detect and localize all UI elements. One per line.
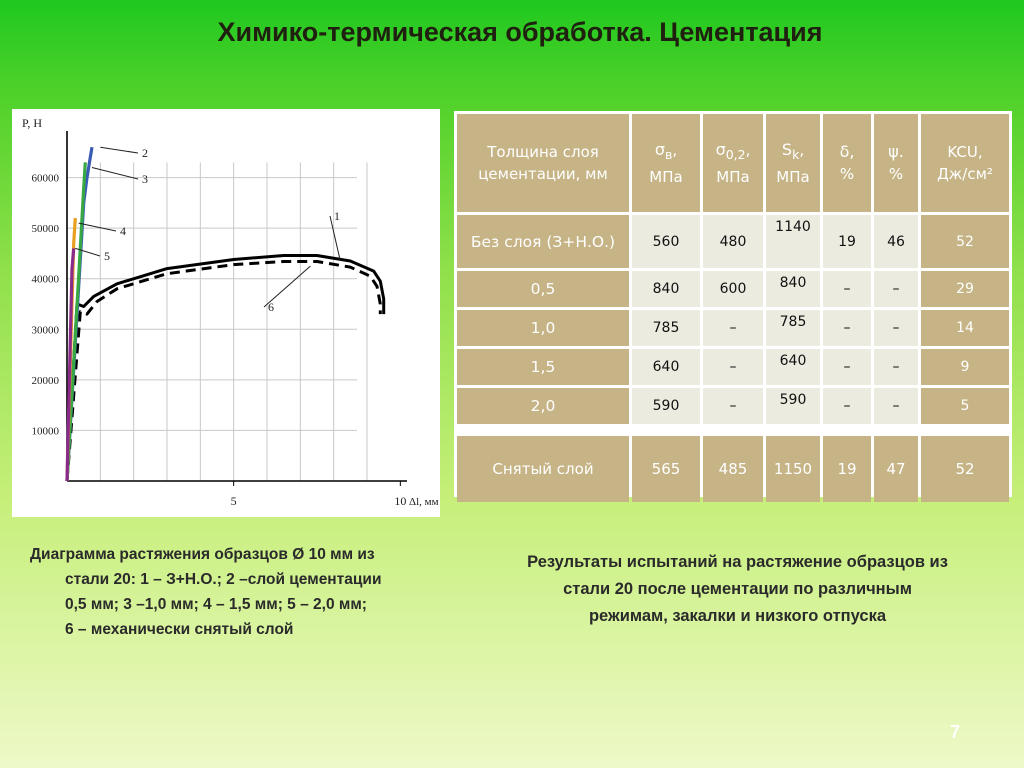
chart-caption-line-3: 0,5 мм; 3 –1,0 мм; 4 – 1,5 мм; 5 – 2,0 мм; <box>65 596 367 613</box>
header-sk: $S_k$, МПа <box>766 114 820 212</box>
cell-delta: – <box>823 349 871 385</box>
cell-delta: 19 <box>823 436 871 502</box>
header-kcu-unit: Дж/см² <box>937 165 993 183</box>
cell-delta: – <box>823 310 871 346</box>
table-separator-cell <box>457 427 1009 433</box>
series-label-6: 6 <box>268 300 274 314</box>
header-delta-unit: % <box>839 165 855 183</box>
cell-kcu: 9 <box>921 349 1009 385</box>
header-psi-symbol: ψ. <box>888 142 904 161</box>
cell-sigma-02: 485 <box>703 436 763 502</box>
cell-sigma-02: 600 <box>703 271 763 307</box>
chart-caption-line-4: 6 – механически снятый слой <box>65 621 294 638</box>
header-sigma-b-sub: в <box>664 146 673 162</box>
chart-caption-line-2: стали 20: 1 – З+Н.О.; 2 –слой цементации <box>65 571 382 588</box>
x-axis-label: Δl, мм <box>409 496 439 508</box>
results-table <box>454 111 1012 505</box>
table-row <box>457 349 1009 385</box>
header-sk-sub: k <box>792 146 800 162</box>
header-psi-unit: % <box>888 165 904 183</box>
y-tick-label: 40000 <box>31 273 59 286</box>
slide-title: Химико-термическая обработка. Цементация <box>217 17 823 47</box>
header-sigma-02-unit: МПа <box>716 167 750 186</box>
cell-psi: 47 <box>874 436 918 502</box>
results-table-container <box>454 111 1012 497</box>
row-label: 0,5 <box>457 271 629 307</box>
table-caption-line-3: режимам, закалки и низкого отпуска <box>588 607 887 625</box>
cell-sk: 840 <box>766 271 820 307</box>
cell-sigma-02: – <box>703 349 763 385</box>
cell-sigma-02: – <box>703 310 763 346</box>
row-label: 2,0 <box>457 388 629 424</box>
cell-psi: – <box>874 271 918 307</box>
cell-kcu: 52 <box>921 215 1009 268</box>
series-label-2: 2 <box>142 146 148 160</box>
table-caption-line-1: Результаты испытаний на растяжение образцов из <box>527 553 948 571</box>
cell-sk: 640 <box>766 349 820 385</box>
series-leader-2 <box>100 147 138 153</box>
header-sk-symbol: S <box>781 139 793 159</box>
cell-psi: – <box>874 310 918 346</box>
series-label-1: 1 <box>334 209 340 223</box>
y-tick-label: 20000 <box>31 374 59 387</box>
header-sigma-02-sub: 0,2 <box>725 146 746 162</box>
page-number: 7 <box>950 722 961 742</box>
chart-caption <box>30 542 430 642</box>
header-delta-symbol: δ, <box>839 142 855 161</box>
table-caption-line-2: стали 20 после цементации по различным <box>563 580 912 598</box>
header-sigma-02: $\sigma_{0,2}$, МПа <box>703 114 763 212</box>
cell-sk: 785 <box>766 310 820 346</box>
table-caption <box>465 549 1010 630</box>
y-tick-label: 50000 <box>31 223 59 236</box>
tensile-diagram <box>12 109 440 517</box>
cell-sk: 1140 <box>766 215 820 268</box>
row-label: Без слоя (З+Н.О.) <box>457 215 629 268</box>
y-tick-label: 10000 <box>31 425 59 438</box>
cell-psi: – <box>874 349 918 385</box>
cell-delta: – <box>823 271 871 307</box>
y-tick-label: 60000 <box>31 172 59 185</box>
cell-sigma-b: 590 <box>632 388 700 424</box>
cell-psi: 46 <box>874 215 918 268</box>
cell-sigma-02: – <box>703 388 763 424</box>
cell-delta: 19 <box>823 215 871 268</box>
header-sigma-b-unit: МПа <box>649 167 683 186</box>
series-label-5: 5 <box>104 249 110 263</box>
cell-sigma-b: 565 <box>632 436 700 502</box>
header-sigma-b: $\sigma_в$, МПа <box>632 114 700 212</box>
cell-sigma-b: 640 <box>632 349 700 385</box>
header-psi <box>874 114 918 212</box>
header-thickness <box>457 114 629 212</box>
cell-psi: – <box>874 388 918 424</box>
series-label-3: 3 <box>142 172 148 186</box>
x-tick-label: 5 <box>230 494 237 508</box>
table-row <box>457 436 1009 502</box>
cell-kcu: 29 <box>921 271 1009 307</box>
header-kcu <box>921 114 1009 212</box>
cell-kcu: 5 <box>921 388 1009 424</box>
header-sk-unit: МПа <box>776 167 810 186</box>
cell-kcu: 52 <box>921 436 1009 502</box>
table-separator <box>457 427 1009 433</box>
series-leader-4 <box>79 223 116 231</box>
table-row <box>457 215 1009 268</box>
header-delta <box>823 114 871 212</box>
table-header-row <box>457 114 1009 212</box>
table-row <box>457 271 1009 307</box>
cell-sigma-b: 560 <box>632 215 700 268</box>
chart-caption-line-1: Диаграмма растяжения образцов Ø 10 мм из <box>30 546 375 563</box>
row-label: 1,0 <box>457 310 629 346</box>
series-label-4: 4 <box>120 224 126 238</box>
header-thickness-label: Толщина слоя цементации, мм <box>478 143 608 183</box>
y-axis-label: P, H <box>22 116 43 130</box>
row-label: Снятый слой <box>457 436 629 502</box>
cell-delta: – <box>823 388 871 424</box>
cell-sk: 1150 <box>766 436 820 502</box>
row-label: 1,5 <box>457 349 629 385</box>
cell-sigma-02: 480 <box>703 215 763 268</box>
table-row <box>457 388 1009 424</box>
table-row <box>457 310 1009 346</box>
header-sigma-b-symbol: σ <box>654 139 665 159</box>
cell-sk: 590 <box>766 388 820 424</box>
header-kcu-symbol: KCU, <box>947 143 983 161</box>
y-tick-label: 30000 <box>31 324 59 337</box>
cell-sigma-b: 840 <box>632 271 700 307</box>
cell-sigma-b: 785 <box>632 310 700 346</box>
x-tick-label: 10 <box>394 494 407 508</box>
tensile-chart-svg <box>12 109 440 517</box>
header-sigma-02-symbol: σ <box>715 139 726 159</box>
cell-kcu: 14 <box>921 310 1009 346</box>
